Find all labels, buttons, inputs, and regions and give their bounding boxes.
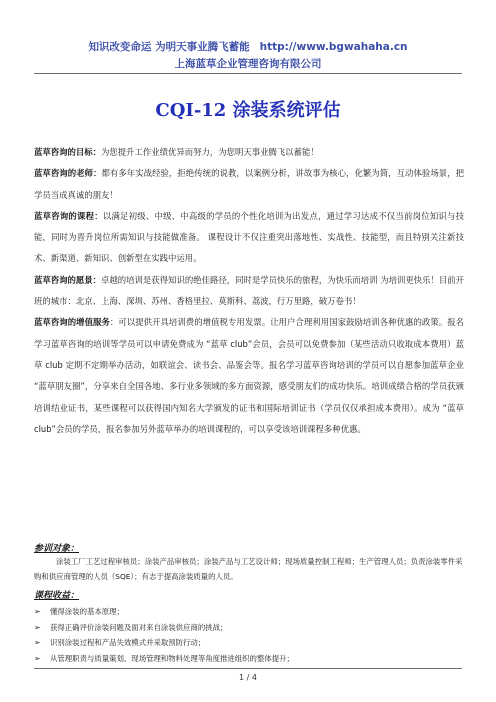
list-item-text: 懂得涂装的基本原理； (50, 607, 124, 616)
benefits-heading: 课程收益： (34, 591, 80, 601)
header-slogan: 知识改变命运 为明天事业腾飞蓄能 (88, 41, 250, 53)
header-company: 上海蓝草企业管理咨询有限公司 (174, 58, 322, 70)
paragraph-services (34, 312, 464, 440)
list-item-text: 识别涂装过程和产品失效模式并采取预防行动； (50, 638, 206, 648)
arrow-bullet-icon: ➢ (34, 638, 41, 648)
paragraph-goal (34, 142, 464, 163)
paragraph-label: 蓝草咨询的增值服务 (34, 317, 110, 328)
list-item-text: 从管理职责与质量策划、现场管理和物料处理等角度推进组织的整体提升； (50, 653, 294, 663)
arrow-bullet-icon: ➢ (34, 622, 41, 632)
document-title: CQI-12 涂装系统评估 (155, 100, 341, 121)
audience-text: 涂装工厂工艺过程审核员；涂装产品审核员；涂装产品与工艺设计师；现场质量控制工程师；生产管理人员；负责涂装零件采购和供应商管理的人员（SQE）；有志于提高涂装质量的人员。 (34, 557, 463, 581)
list-item (34, 620, 464, 636)
paragraph-teachers (34, 163, 464, 206)
header-line (0, 39, 496, 54)
paragraph-text: 都有多年实战经验，拒绝传统的说教，以案例分析，讲故事为核心，化繁为简，互动体验场景，把学员当成真诚的朋友！ (34, 168, 465, 200)
paragraph-label: 蓝草咨询的愿景： (34, 274, 102, 285)
paragraph-label: 蓝草咨询的目标： (34, 147, 101, 157)
paragraph-text: 卓越的培训是获得知识的绝佳路径，同时是学员快乐的旅程，为快乐而培训 为培训更快乐！目前开班的城市：北京、上海、深圳、苏州、香格里拉、莫斯科、荔波，行万里路，破万卷书！ (34, 274, 464, 307)
footer-divider (34, 668, 462, 669)
paragraph-label: 蓝草咨询的老师： (34, 168, 102, 179)
paragraph-text: ：可以提供开具培训费的增值税专用发票。让用户合理利用国家鼓励培训各种优惠的政策。报名学习蓝草咨询的培训等学员可以申请免费成为 “蓝草 club”会员，会员可以免费参加（某些活动只收取成本费用）蓝草 club 定期不定期举办活动，如联谊会、读书会、品鉴会等。报名学习蓝草咨询培训的学员可以自愿参加蓝草企业 “蓝草朋友圈”，分享来自全国各地、多行业多领域的多方面资源，感受朋友们的成功快乐。培训成绩合格的学员获颁培训结业证书，某些课程可以获得国内知名大学颁发的证书和国际培训证书（学员仅仅承担成本费用）。成为 “蓝草 club”会员的学员，报名参加另外蓝草举办的培训课程的，可以享受该培训课程多种优惠。 (34, 317, 465, 434)
page-number: 1 / 4 (239, 673, 257, 682)
benefits-list (34, 604, 464, 666)
intro-paragraphs (34, 142, 464, 440)
list-item (34, 635, 464, 651)
list-item-text: 获得正确评价涂装问题及面对来自涂装供应商的挑战； (50, 622, 228, 632)
arrow-bullet-icon: ➢ (34, 653, 41, 663)
paragraph-courses (34, 206, 464, 270)
paragraph-label: 蓝草咨询的课程： (34, 210, 103, 221)
list-item (34, 651, 464, 667)
list-item (34, 604, 464, 620)
arrow-bullet-icon: ➢ (34, 607, 41, 616)
header-url-link[interactable]: http://www.bgwahaha.cn (259, 41, 408, 53)
paragraph-text: 为您提升工作业绩优异而努力，为您明天事业腾飞以蓄能！ (101, 147, 319, 157)
paragraph-text: 以满足初级、中级、中高级的学员的个性化培训为出发点，通过学习达成不仅当前岗位知识与技能，同时为晋升岗位所需知识与技能做准备。 课程设计不仅注重突出落地性、实战性、技能型，而且特别关注新技术、新渠道、新知识、创新型在实践中运用。 (34, 210, 465, 264)
paragraph-vision (34, 270, 464, 313)
header-divider (34, 73, 462, 74)
audience-heading: 参训对象： (34, 544, 80, 554)
